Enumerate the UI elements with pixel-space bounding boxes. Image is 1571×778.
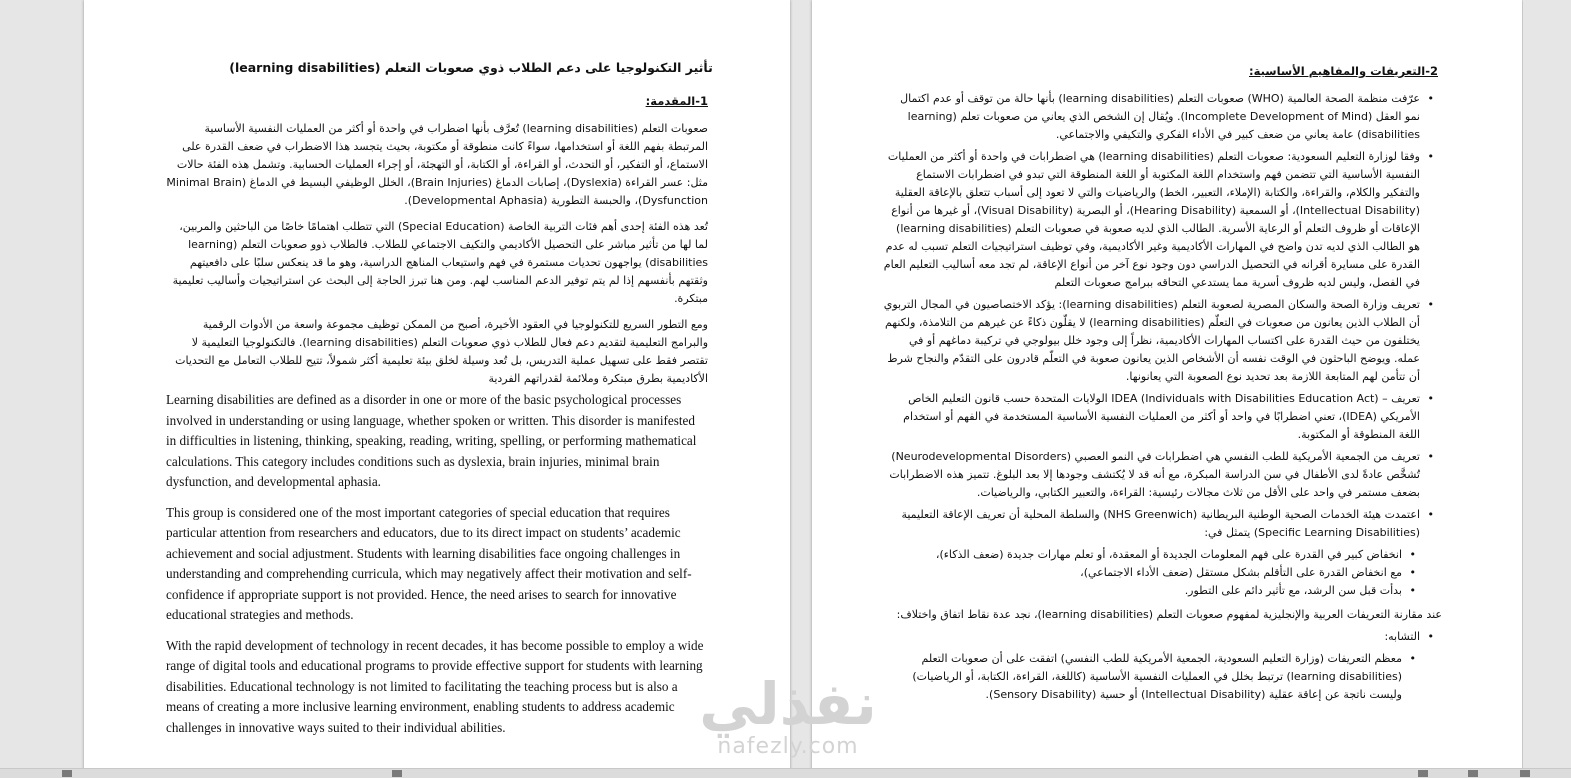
focus-mode-icon[interactable]	[1418, 770, 1428, 777]
list-item: • انخفاض كبير في القدرة على فهم المعلومات الجديدة أو المعقدة، أو تعلم مهارات جديدة (ضعف الذكاء)،	[882, 546, 1402, 564]
document-page-left	[84, 0, 790, 777]
watermark-latin-text: nafezly.com	[717, 734, 859, 759]
print-layout-icon[interactable]	[1468, 770, 1478, 777]
web-layout-icon[interactable]	[1520, 770, 1530, 777]
list-item: • وفقا لوزارة التعليم السعودية: صعوبات التعلم (learning disabilities) هي اضطرابات في واحدة أو أكثر من العمليات النفسية الأساسية التي تتضمن فهم واستخدام اللغة المكتوبة أو اللغة المنطوقة التي تبدو في اضطرابات الاستماع والتفكير والكلام، والقراءة، والكتابة (الإملاء، التعبير، الخط) والرياضيات والتي لا تعود إلى أسباب تتعلق بالإعاقة العقلية (Intellectual Disability)، أو السمعية (Hearing Disability)، أو البصرية (Visual Disability)، أو غيرها من أنواع الإعاقات أو ظروف التعلم أو الرعاية الأسرية. الطالب الذي لديه صعوبة في صعوبات التعلم (learning disabilities) هو الطالب الذي لديه تدن واضح في المهارات الأكاديمية وغير الأكاديمية، وفي توظيف استراتيجيات التعلم تسبب له عدم القدرة على مسايرة أقرانه في التحصيل الدراسي دون وجود نوع آخر من أنواع الإعاقة، لم تجد معه أساليب التعليم العام في الفصل، وليس لديه ظروف أسرية مما يستدعي التحاقه ببرامج صعوبات التعلم	[882, 148, 1420, 292]
comparison-paragraph: عند مقارنة التعريفات العربية والإنجليزية لمفهوم صعوبات التعلم (learning disabilities)، نجد عدة نقاط اتفاق واختلاف:	[896, 608, 1442, 621]
list-item: • مع انخفاض القدرة على التأقلم بشكل مستقل (ضعف الأداء الاجتماعي)،	[882, 564, 1402, 582]
list-item: • تعريف وزارة الصحة والسكان المصرية لصعوبة التعلم (learning disabilities): يؤكد الاختصاصيون في المجال التربوي أن الطلاب الذين يعانون من صعوبات في التعلّم (learning disabilities) لا يقلّون ذكاءً عن غيرهم من التلامذة، ولكنهم يختلفون من حيث القدرة على اكتساب المهارات الأكاديمية، نظراً إلى وجود خلل بيولوجي في تركيبة دماغهم أو في عمله. ويوضح الباحثون في الوقت نفسه أن الأشخاص الذين يعانون صعوبة في التعلّم قادرون على التقدّم والنجاح شرط أن تتأمن لهم المتابعة اللازمة بعد تحديد نوع الصعوبة التي يعانونها.	[882, 296, 1420, 386]
settings-icon[interactable]	[392, 770, 402, 777]
document-page-right	[812, 0, 1522, 777]
list-item: • عرّفت منظمة الصحة العالمية (WHO) صعوبات التعلم (learning disabilities) بأنها حالة من توقف أو عدم اكتمال نمو العقل (Incomplete Development of Mind). ويُقال إن الشخص الذي يعاني من صعوبات تعلم (learning disabilities) عامة يعاني من ضعف كبير في الأداء الفكري والتكيفي والاجتماعي.	[882, 90, 1420, 144]
page-icon[interactable]	[62, 770, 72, 777]
arabic-paragraph: صعوبات التعلم (learning disabilities) تُعرَّف بأنها اضطراب في واحدة أو أكثر من العمليات النفسية الأساسية المرتبطة بفهم اللغة أو استخدامها، سواءً كانت منطوقة أو مكتوبة، بحيث يتجسد هذا الاضطراب في ضعف القدرة على الاستماع، أو التفكير، أو التحدث، أو القراءة، أو الكتابة، أو التهجئة، أو إجراء العمليات الحسابية. وتشمل هذه الفئة حالات مثل: عسر القراءة (Dyslexia)، إصابات الدماغ (Brain Injuries)، الخلل الوظيفي البسيط في الدماغ (Minimal Brain Dysfunction)، والحبسة التطورية (Developmental Aphasia).	[166, 122, 708, 207]
list-item: • بدأت قبل سن الرشد، مع تأثير دائم على التطور.	[882, 582, 1402, 600]
document-title: تأثير التكنولوجيا على دعم الطلاب ذوي صعوبات التعلم (learning disabilities)	[229, 60, 713, 75]
english-paragraph: With the rapid development of technology in recent decades, it has become possible to employ a wide range of digital tools and educational programs to provide effective support for students with learning disabilities. Educational technology is not limited to facilitating the teaching process but is also a means of creating a more inclusive learning environment, enabling students to address academic challenges in innovative ways suited to their individual abilities.	[166, 637, 704, 735]
english-paragraph: Learning disabilities are defined as a disorder in one or more of the basic psychological processes involved in understanding or using language, whether spoken or written. This disorder is manifested in difficulties in listening, thinking, speaking, reading, writing, spelling, or performing mathematical calculations. This category includes conditions such as dyslexia, brain injuries, minimal brain dysfunction, and developmental aphasia.	[166, 392, 697, 489]
list-item: • تعريف – IDEA (Individuals with Disabilities Education Act) الولايات المتحدة حسب قانون التعليم الخاص الأمريكي (IDEA)، تعني اضطرابًا في واحد أو أكثر من العمليات النفسية الأساسية المستخدمة في الفهم أو استخدام اللغة المنطوقة أو المكتوبة.	[882, 390, 1420, 444]
list-item: • معظم التعريفات (وزارة التعليم السعودية، الجمعية الأمريكية للطب النفسي) اتفقت على أن صعوبات التعلم (learning disabilities) ترتبط بخلل في العمليات النفسية الأساسية (كاللغة، القراءة، الكتابة، أو الرياضيات) وليست ناتجة عن إعاقة عقلية (Intellectual Disability) أو حسية (Sensory Disability).	[882, 650, 1402, 704]
similarity-sub-list	[882, 650, 1442, 704]
similarity-list	[882, 628, 1442, 646]
list-item: • التشابه:	[882, 628, 1420, 646]
list-item: • اعتمدت هيئة الخدمات الصحية الوطنية البريطانية (NHS Greenwich) والسلطة المحلية أن تعريف الإعاقة التعليمية (Specific Learning Disabilities) يتمثل في:	[882, 506, 1420, 542]
vertical-scrollbar[interactable]	[1523, 0, 1571, 768]
watermark-arabic-text: نفذلي	[699, 670, 877, 738]
definitions-list	[882, 90, 1442, 542]
nhs-criteria-list	[882, 546, 1442, 600]
arabic-paragraph: ومع التطور السريع للتكنولوجيا في العقود الأخيرة، أصبح من الممكن توظيف مجموعة واسعة من الأدوات الرقمية والبرامج التعليمية لتقديم دعم فعال للطلاب ذوي صعوبات التعلم (learning disabilities). فالتكنولوجيا التعليمية لا تقتصر فقط على تسهيل عملية التدريس، بل تُعد وسيلة لخلق بيئة تعليمية أكثر شمولاً، تتيح للطلاب التعامل مع التحديات الأكاديمية بطرق مبتكرة وملائمة لقدراتهم الفردية	[175, 318, 708, 385]
english-paragraph: This group is considered one of the most important categories of special education that requires particular attention from researchers and educators, due to its direct impact on students’ academic achievement and social adjustment. Students with learning disabilities face ongoing challenges in understanding and comprehending curricula, which may negatively affect their motivation and self-confidence if appropriate support is not provided. Hence, the need arises to search for innovative educational strategies and methods.	[166, 504, 692, 622]
watermark-logo	[688, 670, 888, 777]
section-heading-definitions: 2-التعريفات والمفاهيم الأساسية:	[1249, 64, 1438, 78]
section-heading-introduction: 1-المقدمة:	[645, 94, 708, 108]
arabic-paragraph: تُعد هذه الفئة إحدى أهم فئات التربية الخاصة (Special Education) التي تتطلب اهتمامًا خاصًا من الباحثين والمربين، لما لها من تأثير مباشر على التحصيل الأكاديمي والتكيف الاجتماعي للطلاب. فالطلاب ذوو صعوبات التعلم (learning disabilities) يواجهون تحديات مستمرة في فهم واستيعاب المناهج الدراسية، وهو ما قد ينعكس سلبًا على دافعيتهم وثقتهم بأنفسهم إذا لم يتم توفير الدعم المناسب لهم. ومن هنا تبرز الحاجة إلى البحث عن استراتيجيات وأساليب تعليمية مبتكرة.	[172, 220, 708, 305]
list-item: • تعريف من الجمعية الأمريكية للطب النفسي هي اضطرابات في النمو العصبي (Neurodevelopmental Disorders) تُشخَّص عادةً لدى الأطفال في سن الدراسة المبكرة، مع أنه قد لا يُكتشف وجودها إلا بعد البلوغ. تتميز هذه الاضطرابات بضعف مستمر في واحد على الأقل من ثلاث مجالات رئيسية: القراءة، والتعبير الكتابي، والرياضيات.	[882, 448, 1420, 502]
